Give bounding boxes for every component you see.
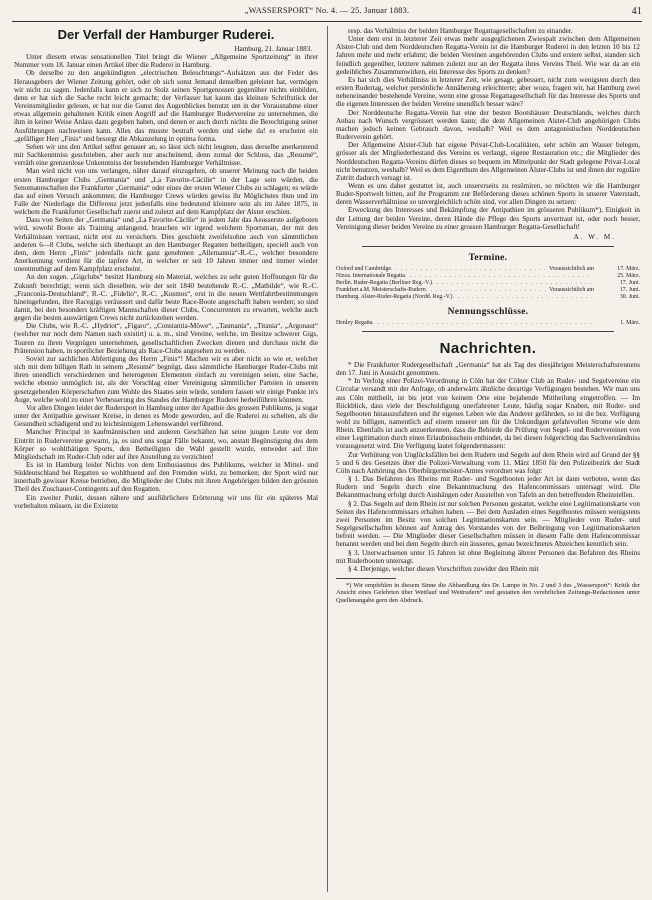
news-item: § 3. Unerwachsenen unter 15 Jahren ist ohne Begleitung älterer Personen das Befahren des Rheins mit Ruderbooten untersagt. <box>336 548 640 565</box>
fixture-row <box>336 266 640 273</box>
fixture-row <box>336 320 640 327</box>
fixture-event: Henley Regatta <box>336 319 373 326</box>
paragraph: Dass von Seiten der „Germania“ und „La Favorite-Cäcilie“ in jedem Jahr das Aeusserste aufgeboten wird, sowohl Boote als Training anlangend, brauchen wir irgend welchem Sportsman, der mit den Verhältnissen vertraut, nicht erst zu versichern. Dies geschieht zweifelsohne auch von sämmtlichen anderen 6—8 Clubs, welche sich überhaupt an den Hamburger Regatten betheiligen, speciell auch von dem, dem Herrn „Finis“ jedenfalls nicht ganz genehmen „Allemannia“-R.-C., welcher besondere Anerkennung verdient für die tapfere Art, in welcher er seit 10 Jahren immer und immer wieder unentmuthigt auf dem Kampfplatz erscheint. <box>14 216 318 274</box>
paragraph: Ein zweiter Punkt, dessen nähere und ausführlichere Erörterung wir uns für ein späteres Mal vorbehalten müssen, ist die Existenz <box>14 493 318 510</box>
paragraph: Der Norddeutsche Regatta-Verein hat eine der besten Bootshäuser Deutschlands, welches durch Anbau nach Wunsch vergrössert werden kann; die dem Allgemeinen Alster-Club angehörigen Clubs machen jedoch keinen Gebrauch davon, weshalb? Weil es dem antagonistischen Norddeutschen Ruderverein gehört. <box>336 108 640 142</box>
leader-dots <box>372 320 592 327</box>
fixture-date: 1. März. <box>620 319 640 326</box>
left-column <box>14 27 318 895</box>
termine-list <box>336 266 640 301</box>
fixture-row <box>336 273 640 280</box>
fixture-date: 17. März. <box>617 265 640 272</box>
section-rule <box>362 246 614 247</box>
paragraph: Sehen wir uns den Artikel selbst genauer an, so lässt sich nicht leugnen, dass derselbe anerkennend mit Sachkenntniss geschrieben, aber auch nur anscheinend, denn zumal der Schluss, das „Resumé“, verräth eine grenzenlose Unkenntniss der bestehenden Hamburger Verhältnisse. <box>14 142 318 168</box>
fixture-date: 30. Juni. <box>619 293 640 300</box>
fixture-row <box>336 280 640 287</box>
paragraph: Erweckung des Interesses und Bekämpfung der Antipathien im grösseren Publikum*), Einigkeit in der Leitung der beiden Vereine, deren Hände die Pflege des Sports anvertraut ist, oder noch besser, Vereinigung dieser beiden Vereine zu einer grossen Hamburger Regatta-Gesellschaft! <box>336 206 640 231</box>
fixture-date: 17. Juni. <box>619 286 640 293</box>
paragraph: Unter dem erst in letzterer Zeit etwas mehr ausgeglichenen Zwiespalt zwischen dem Allgemeinen Alster-Club und dem Norddeutschen Regatta-Verein ist die Hamburger Ruderei in den letzten 10 bis 12 Jahren mehr und mehr erlahmt; die beiden Vereinen angehörenden Clubs und erstere selbst, standen sich feindlich gegenüber, letztere nahmen zuletzt nur an der Regatta ihres Vereins Theil. Wie war da an ein gedeihliches Zusammenwirken, ein Interesse des Sports zu denken? <box>336 35 640 76</box>
fixture-event: Nizza. Internationale Regatta <box>336 272 405 279</box>
leader-dots <box>453 294 592 301</box>
paragraph: Man wird nicht von uns verlangen, näher darauf einzugehen, ob unserer Meinung nach die beiden ersten Hamburger Clubs „Germania“ und „La Favorite-Cäcilie“ in der Lage sein würden, die Senomannschaften der Frankfurter „Germania“ oder eines der ersten Wiener Clubs zu schlagen; es würde das auf einen Versuch ankommen; die Hamburger Crews würden gewiss ihr Möglichstes thun und im Falle der Niederlage die Differenz jetzt jedenfalls eine bedeutend kleinere sein als im Jahre 1875, in welchem die Frankfurter Gesellschaft zuerst und zuletzt auf dem Kampfplatz der Alster erschien. <box>14 167 318 217</box>
paragraph: Wenn es uns daher gestattet ist, auch unsererseits zu resümiren, so möchten wir die Hamburger Ruder-Sportwelt bitten, auf ihr Programm zur Beförderung dieses schönen Sports in unserer Vaterstadt, deren Wasserverhältnisse so unvergleichlich schön sind, vor allen Dingen zu setzen: <box>336 181 640 207</box>
paragraph: Es ist in Hamburg leider Nichts von dem Enthusiasmus des Publikums, welcher in Mittel- und Süddeutschland bei Regatten so wohlthuend auf den Fremden wirkt, zu bemerken; der Sport wird nur innerhalb gewisser Kreise betrieben, die Mitglieder der Clubs mit ihren Angehörigen bilden den grössten Theil des Zuschauer-Contingents auf den Regatten. <box>14 460 318 494</box>
article-title: Der Verfall der Hamburger Ruderei. <box>57 27 275 42</box>
footnote-rule <box>336 578 396 579</box>
paragraph: Vor allen Dingen leidet der Rudersport in Hamburg unter der Apathie des grossen Publikums, ja sogar unter der Antipathie gewisser Kreise, in denen es Mode geworden, auf die Ruderei zu schelten, als die Gesundheit schädigend und zu leichtsinnigem Lebenswandel verführend. <box>14 403 318 429</box>
paragraph: Soviel zur sachlichen Abfertigung des Herrn „Finis“! Machen wir es aber nicht so wie er, welcher sich mit dem billigen Rath in seinem „Resumé“ begnügt, dass sämmtliche Hamburger Ruder-Clubs mit ihren unendlich verschiedenen und heterogenen Elementen einfach zu vereinigen seien, eine Sache, welche ebenso unmöglich ist, als der Vorschlag einer Vereinigung sämmtlicher Parteien in unseren gesetzgebenden Körperschaften zum Wohle des Staates sein würde, sondern fassen wir einige Punkte in's Auge, welche wohl zu einer Verbesserung des Standes der Hamburger Ruderei herbeiführen könnten. <box>14 354 318 404</box>
paragraph: Die Clubs, wie R.-C. „Hydriot“, „Figaro“, „Constantia-Möwe“, „Tasmania“, „Titania“, „Argonaut“ (welcher nur noch dem Namen nach existirt) u. a. m., sind Vereine, welche, im Besitze schwerer Gigs, Touren zu ihren Vergnügen unternehmen, gesellschaftlichen Zwecken dienen und durchaus nicht die Prätension haben, in sportlicher Beziehung als Race-Clubs angesehen zu werden. <box>14 322 318 355</box>
page-number: 41 <box>631 6 642 17</box>
news-item: § 2. Das Segeln auf dem Rhein ist nur solchen Personen gestattet, welche eine Legitimationskarte von Seiten des Hafencommissars erhalten haben. — Bei dem Ausladen eines Segelbootes müssen wenigstens zwei Personen im Besitz von solchen Legitimationskarten sein. — Mitglieder von Ruder- und Segelgesellschaften können auf Antrag des Vorstandes von der Beibringung von Legitimationskarten befreit werden. — Die Mitglieder dieser Gesellschaften müssen in diesem Falle dem Hafencommissar benannt werden und bei dem Segeln durch ein äusseres, genau bezeichnetes Abzeichen kenntlich sein. <box>336 499 640 549</box>
news-item: * In Verfolg einer Polizei-Verordnung in Cöln hat der Cölner Club an Ruder- und Segelvereine ein Circular versandt mit der Anfrage, ob anderwärts ähnliche derartige Verfügungen bestehen. Wir man uns aus Cöln mittheilt, ist bis jetzt von keinem Orte eine bejahende Mittheilung eingetroffen. — Im Rückblick, dass viele der Beschuldigung unerfahrener Leute, häufig sogar Knaben, mit Ruder- und Segelbooten hinauszufahren und ihr eigenes Leben wie das Anderer gefährden, so ist die bez. Verfügung wohl zu billigen, namentlich auf einem unserer um für die Unkundigen gefahrvollen Strome wie dem Rhein. Ebenfalls ist auch anzuerkennen, dass die Behörde die Prüfung von Segel- und Rudervereinen von einer Legitimation durch einen Erlaubnisschein enthindet, da bei diesen folgerichtig das Sachverständniss vorausgesetzt wird. Die Verfügung lautet folgendermassen: <box>336 377 640 451</box>
fixture-row <box>336 294 640 301</box>
fixture-row <box>336 287 640 294</box>
paragraph: An den sogen. „Gigclubs“ besitzt Hamburg ein Material, welches zu sehr guten Hoffnungen für die Zukunft berechtigt; wenn sich dieselben, wie der seit 1840 bestehende R.-C. „Mathilde“, wie R.-C. „Franconia-Deutschland“, R.-C. „Fidelio“, R.-C. „Kosmos“, erst in die neuen Wettfahrtbestimmungen hineingefunden, ihre Racegigs veräussert und dafür beste Race-Boote angeschafft haben werden; so sind damit, bei den besonders kräftigen Mannschaften dieser Clubs, Concurrenten zu erwarten, welche auch gegen die besten auswärtigen Crews nicht zurückstehen werden. <box>14 273 318 323</box>
leader-dots <box>391 266 547 273</box>
fixture-event: Oxford und Cambridge <box>336 265 391 272</box>
leader-dots <box>426 287 547 294</box>
paragraph: Ob derselbe zu den angekündigten „electrischen Beleuchtungs“-Aufsätzen aus der Feder des Herausgebers der Wiener Zeitung gehört, oder ob sich sonst Jemand denselben geleistet hat, vermögen wir nicht zu sagen. Jedenfalls kann er sich zu Stolz seinen Sportgenossen gegenüber nichts einbilden, denn er hat sich die Sache recht leicht gemacht; der Verfasser hat kaum das kleinste Schriftstück der Vereinsmitglieder gelesen, er hat nur die Gunst des Augenblickes benutzt um in der Vorausnahme einer etwas allgemein gehaltenen Kritik einen Angriff auf die Hamburger Rudervereine zu unternehmen, die ihm in keiner Weise Anlass dazu gegeben haben, und denen er auch durch nichts die Berechtigung seiner Ausführungen nachweisen kann. Alles das musste bestraft werden und siehe da! es erscheint ein „gefälliger Herr „Finis“ und besorgt die Abkanzelung in optima forma. <box>14 69 318 143</box>
fixture-event: Frankfurt a.M. Meisterschafts-Rudern <box>336 286 426 293</box>
termine-heading: Termine. <box>468 252 508 263</box>
nennungsschluesse-heading: Nennungsschlüsse. <box>447 306 529 317</box>
paragraph: Unter diesem etwas sensationellen Titel bringt die Wiener „Allgemeine Sportzeitung“ in ihrer Nummer vom 18. Januar einen Artikel über die Ruderei in Hamburg. <box>14 53 318 70</box>
leader-dots <box>432 280 592 287</box>
paragraph: Mancher Principal in kaufmännischen und anderen Geschäften hat seine jungen Leute vor dem Eintritt in Rudervereine gewarnt, ja, es sind uns sogar Fälle bekannt, wo, anstatt Begünstigung des dem Körper so wohlthätigen Sports, den Betheiligten die Wahl gestellt wurde, entweder auf ihre Mitgliedschaft im Ruder-Club oder auf ihre Anstellung zu verzichten! <box>14 428 318 461</box>
fixture-date: 25. März. <box>617 272 640 279</box>
paragraph: Es hat sich dies Verhältniss in letzterer Zeit, wie gesagt, gebessert, nicht zum wenigsten durch den ersten Rudertag, welcher persönliche Annäherung erleichterte; aber wozu, fragen wir, hat Hamburg zwei nebeneinander bestehende Vereine, wenn eine grosse Regattagesellschaft für das Interesse des Sports und die eigenen Interessen der beiden Vereine unendlich besser wäre? <box>336 75 640 109</box>
leader-dots <box>405 273 592 280</box>
fixture-note: Voraussichtlich am <box>549 265 594 272</box>
fixture-date: 17. Juni. <box>619 279 640 286</box>
news-item: § 4. Derjenige, welcher diesen Vorschriften zuwider den Rhein mit <box>348 564 539 573</box>
news-item: * Die Frankfurter Rudergesellschaft „Germania“ hat als Tag des diesjährigen Meisterschaftsrennens den 17. Juni in Aussicht genommen. <box>336 360 640 378</box>
news-item: Zur Verhütung von Unglücksfällen bei dem Rudern und Segeln auf dem Rhein wird auf Grund der §§ 5 und 6 des Gesetzes über die Polizei-Verwaltung vom 11. März 1850 für den Polizeibezirk der Stadt Cöln nach Anhörung des Oberbürgermeister-Amtes verordnet was folgt: <box>336 450 640 475</box>
running-head: „WASSERSPORT“ No. 4. — 25. Januar 1883. <box>244 6 410 15</box>
column-divider <box>327 26 328 892</box>
section-rule <box>362 331 614 332</box>
fixture-event: Hamburg. Alster-Ruder-Regatta (Nordd. Reg.-V.) <box>336 293 453 300</box>
running-header <box>12 6 642 20</box>
paragraph: Der Allgemeine Alster-Club hat eigene Privat-Club-Localitäten, sehr schön am Wasser belegen, grösser als der Mitgliederbestand des Vereins es verlangt, eigene Restauration etc.; die Mitglieder des Norddeutschen Regatta-Vereins dürfen dieses so bequem im Mittelpunkt der Stadt gelegene Privat-Local nicht benutzen, weshalb? Weil es dem Eigenthum des Allgemeinen Alster-Clubs ist und ihnen der reguläre Zutritt dadurch versagt ist. <box>336 141 640 182</box>
nachrichten-heading: Nachrichten. <box>439 339 537 357</box>
author-signature: A. W. M. <box>573 232 616 241</box>
footnote: *) Wir empfehlen in diesem Sinne die Abhandlung des Dr. Lampe in No. 2 und 3 des „Wassersport“: Kritik der Ansicht eines Gelehrten über Wettlauf und Wettrudern“ und gestatten den verehrlichen Zeitungs-Redactionen unter Quellenangabe gern den Abdruck. <box>336 581 640 604</box>
header-rule <box>12 21 642 22</box>
dateline: Hamburg, 21. Januar 1883. <box>234 45 312 53</box>
news-item: § 1. Das Befahren des Rheins mit Ruder- und Segelbooten jeder Art ist dann verboten, wenn das Rudern und Segeln durch eine Bekanntmachung des Hafencommissars untersagt wird. Die Bekanntmachung erfolgt durch Aushängen oder Ausstellen von Tafeln an den betreffenden Rheinstellen. <box>336 475 640 500</box>
fixture-note: Voraussichtlich am <box>549 286 594 293</box>
right-column <box>336 27 640 895</box>
paragraph: resp. das Verhältniss der beiden Hamburger Regattagesellschaften zu einander. <box>348 27 573 35</box>
fixture-event: Berlin. Ruder-Regatta (Berliner Reg.-V.) <box>336 279 432 286</box>
